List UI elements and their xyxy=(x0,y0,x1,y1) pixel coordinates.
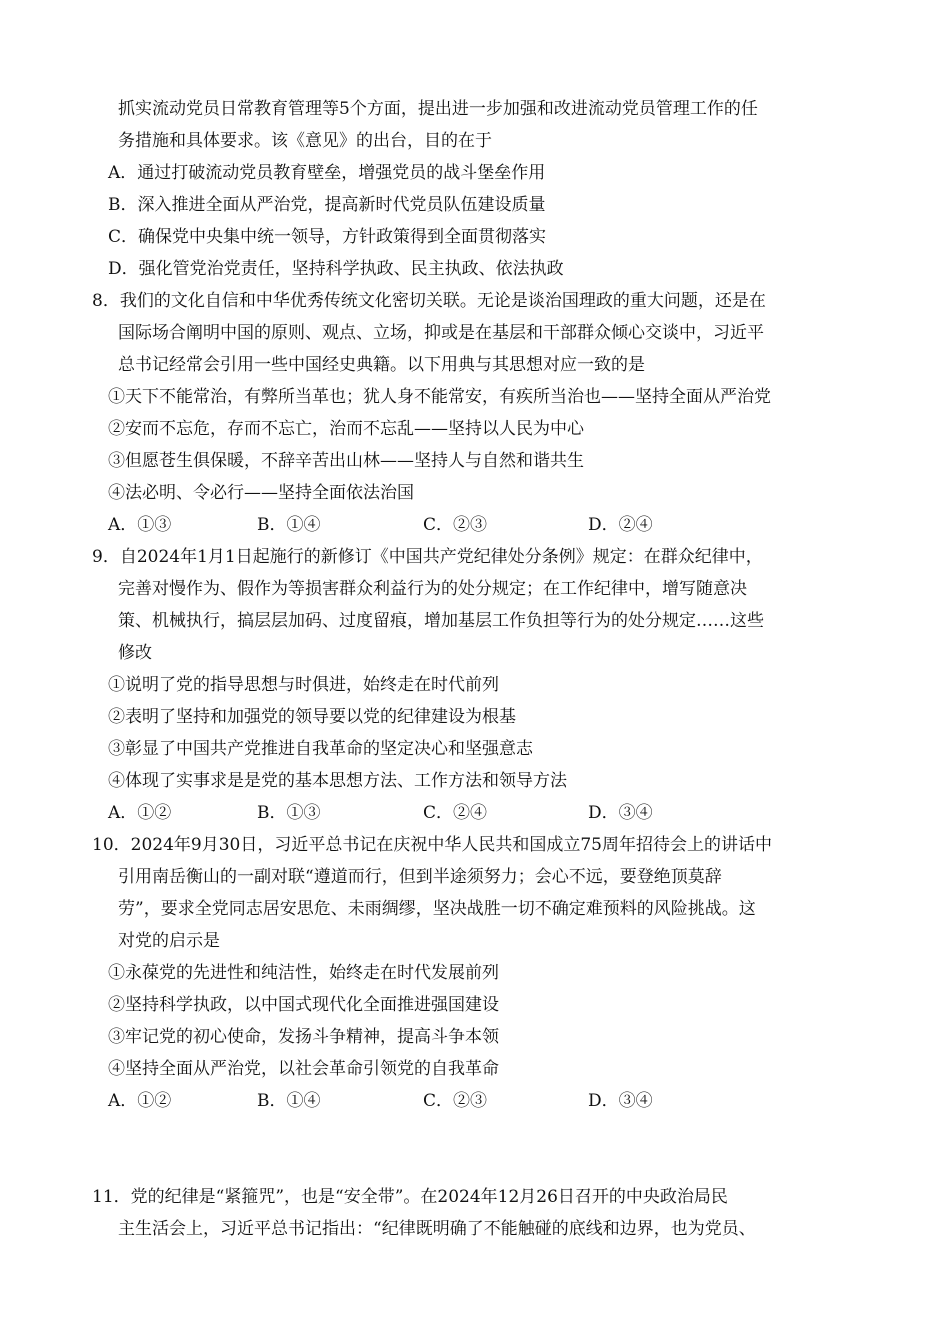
q10-choices xyxy=(108,1090,748,1112)
q9-choice-b: B．①③ xyxy=(257,803,321,823)
q10-choice-b: B．①④ xyxy=(257,1091,321,1111)
q8-stem-line: 8．我们的文化自信和中华优秀传统文化密切关联。无论是谈治国理政的重大问题，还是在 xyxy=(92,291,766,311)
q10-stem-line: 劳”，要求全党同志居安思危、未雨绸缪，坚决战胜一切不确定难预料的风险挑战。这 xyxy=(118,899,756,919)
q9-choice-a: A．①② xyxy=(108,803,172,823)
q8-item-2: ②安而不忘危，存而不忘亡，治而不忘乱——坚持以人民为中心 xyxy=(108,419,584,439)
q9-choice-d: D．③④ xyxy=(588,803,653,823)
q7-option-a: A．通过打破流动党员教育壁垒，增强党员的战斗堡垒作用 xyxy=(108,163,546,183)
q10-stem-line: 引用南岳衡山的一副对联“遵道而行，但到半途须努力；会心不远，要登绝顶莫辞 xyxy=(118,867,722,887)
q10-choice-c: C．②③ xyxy=(423,1091,488,1111)
q9-stem-line: 修改 xyxy=(118,643,152,663)
q7-stem-line: 抓实流动党员日常教育管理等5个方面，提出进一步加强和改进流动党员管理工作的任 xyxy=(118,99,758,119)
q7-option-d: D．强化管党治党责任，坚持科学执政、民主执政、依法执政 xyxy=(108,259,564,279)
q8-stem-line: 国际场合阐明中国的原则、观点、立场，抑或是在基层和干部群众倾心交谈中，习近平 xyxy=(118,323,764,343)
q9-choice-c: C．②④ xyxy=(423,803,488,823)
q8-item-4: ④法必明、令必行——坚持全面依法治国 xyxy=(108,483,414,503)
q8-choice-b: B．①④ xyxy=(257,515,321,535)
q10-item-1: ①永葆党的先进性和纯洁性，始终走在时代发展前列 xyxy=(108,963,499,983)
q8-choices xyxy=(108,514,748,536)
q8-choice-a: A．①③ xyxy=(108,515,172,535)
q9-item-2: ②表明了坚持和加强党的领导要以党的纪律建设为根基 xyxy=(108,707,516,727)
q10-stem-line: 10．2024年9月30日，习近平总书记在庆祝中华人民共和国成立75周年招待会上的讲话中 xyxy=(92,835,772,855)
q10-item-2: ②坚持科学执政，以中国式现代化全面推进强国建设 xyxy=(108,995,499,1015)
q8-choice-c: C．②③ xyxy=(423,515,488,535)
q9-stem-line: 9．自2024年1月1日起施行的新修订《中国共产党纪律处分条例》规定：在群众纪律中， xyxy=(92,547,763,567)
q8-choice-d: D．②④ xyxy=(588,515,653,535)
q9-item-4: ④体现了实事求是是党的基本思想方法、工作方法和领导方法 xyxy=(108,771,567,791)
q10-choice-d: D．③④ xyxy=(588,1091,653,1111)
q10-choice-a: A．①② xyxy=(108,1091,172,1111)
q11-stem-line: 11．党的纪律是“紧箍咒”，也是“安全带”。在2024年12月26日召开的中央政治局民 xyxy=(92,1187,728,1207)
q9-item-1: ①说明了党的指导思想与时俱进，始终走在时代前列 xyxy=(108,675,499,695)
q8-stem-line: 总书记经常会引用一些中国经史典籍。以下用典与其思想对应一致的是 xyxy=(118,355,645,375)
q10-stem-line: 对党的启示是 xyxy=(118,931,220,951)
q7-option-c: C．确保党中央集中统一领导，方针政策得到全面贯彻落实 xyxy=(108,227,547,247)
q9-stem-line: 完善对慢作为、假作为等损害群众利益行为的处分规定；在工作纪律中，增写随意决 xyxy=(118,579,747,599)
q7-option-b: B．深入推进全面从严治党，提高新时代党员队伍建设质量 xyxy=(108,195,546,215)
q9-choices xyxy=(108,802,748,824)
q11-stem-line: 主生活会上，习近平总书记指出：“纪律既明确了不能触碰的底线和边界，也为党员、 xyxy=(118,1219,756,1239)
q8-item-1: ①天下不能常治，有弊所当革也；犹人身不能常安，有疾所当治也——坚持全面从严治党 xyxy=(108,387,771,407)
q10-item-4: ④坚持全面从严治党，以社会革命引领党的自我革命 xyxy=(108,1059,499,1079)
q9-stem-line: 策、机械执行，搞层层加码、过度留痕，增加基层工作负担等行为的处分规定……这些 xyxy=(118,611,764,631)
q9-item-3: ③彰显了中国共产党推进自我革命的坚定决心和坚强意志 xyxy=(108,739,533,759)
q10-item-3: ③牢记党的初心使命，发扬斗争精神，提高斗争本领 xyxy=(108,1027,499,1047)
q7-stem-line: 务措施和具体要求。该《意见》的出台，目的在于 xyxy=(118,131,492,151)
q8-item-3: ③但愿苍生俱保暖，不辞辛苦出山林——坚持人与自然和谐共生 xyxy=(108,451,584,471)
